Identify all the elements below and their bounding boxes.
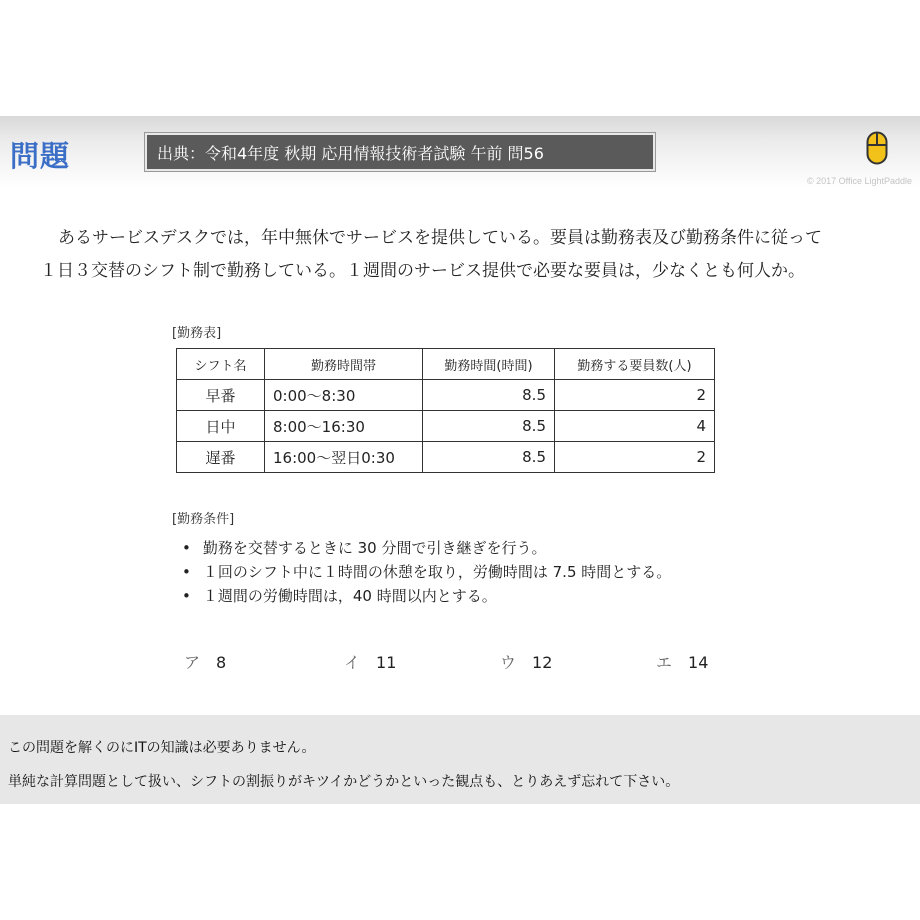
cell-hours: 8.5: [423, 442, 555, 473]
cell-staff: 4: [555, 411, 715, 442]
cell-hours: 8.5: [423, 380, 555, 411]
choice-value: 11: [376, 653, 397, 672]
cell-shift-name: 遅番: [177, 442, 265, 473]
note-box: [0, 715, 920, 804]
note-line-1: この問題を解くのにITの知識は必要ありません。: [8, 740, 316, 756]
cell-time-band: 8:00～16:30: [265, 411, 423, 442]
choice-value: 14: [688, 653, 709, 672]
question-line-2: １日３交替のシフト制で勤務している。１週間のサービス提供で必要な要員は，少なくとも何人か。: [40, 261, 805, 281]
mouse-icon: [866, 131, 888, 165]
header-shift-name: シフト名: [177, 349, 265, 380]
choice-value: 8: [216, 653, 227, 672]
note-line-2: 単純な計算問題として扱い、シフトの割振りがキツイかどうかといった観点も、とりあえず忘れて下さい。: [8, 774, 680, 790]
cell-time-band: 16:00～翌日0:30: [265, 442, 423, 473]
choice-u[interactable]: [500, 650, 552, 673]
source-banner: 出典：令和4年度 秋期 応用情報技術者試験 午前 問56: [145, 133, 655, 171]
schedule-table: [176, 348, 715, 473]
choice-a[interactable]: [184, 650, 226, 673]
schedule-label: [勤務表]: [172, 326, 222, 341]
conditions-list: [182, 536, 671, 608]
choice-mark: エ: [656, 653, 673, 672]
choice-mark: イ: [344, 653, 361, 672]
page-title: 問題: [10, 139, 71, 173]
table-row: [177, 411, 715, 442]
table-header-row: [177, 349, 715, 380]
table-row: [177, 442, 715, 473]
cell-time-band: 0:00～8:30: [265, 380, 423, 411]
choice-i[interactable]: [344, 650, 396, 673]
list-item: • １週間の労働時間は，40 時間以内とする。: [182, 584, 671, 608]
cell-shift-name: 日中: [177, 411, 265, 442]
header-hours: 勤務時間(時間): [423, 349, 555, 380]
table-row: [177, 380, 715, 411]
header-time-band: 勤務時間帯: [265, 349, 423, 380]
choice-mark: ア: [184, 653, 201, 672]
header-staff: 勤務する要員数(人): [555, 349, 715, 380]
list-item: • 勤務を交替するときに 30 分間で引き継ぎを行う。: [182, 536, 671, 560]
copyright-text: © 2017 Office LightPaddle: [806, 176, 912, 186]
list-item: • １回のシフト中に１時間の休憩を取り，労働時間は 7.5 時間とする。: [182, 560, 671, 584]
cell-hours: 8.5: [423, 411, 555, 442]
question-text: [40, 222, 880, 288]
choice-e[interactable]: [656, 650, 708, 673]
question-line-1: あるサービスデスクでは，年中無休でサービスを提供している。要員は勤務表及び勤務条件に従って: [58, 228, 822, 248]
conditions-label: [勤務条件]: [172, 512, 235, 527]
choice-value: 12: [532, 653, 553, 672]
choice-mark: ウ: [500, 653, 517, 672]
cell-staff: 2: [555, 442, 715, 473]
cell-shift-name: 早番: [177, 380, 265, 411]
cell-staff: 2: [555, 380, 715, 411]
